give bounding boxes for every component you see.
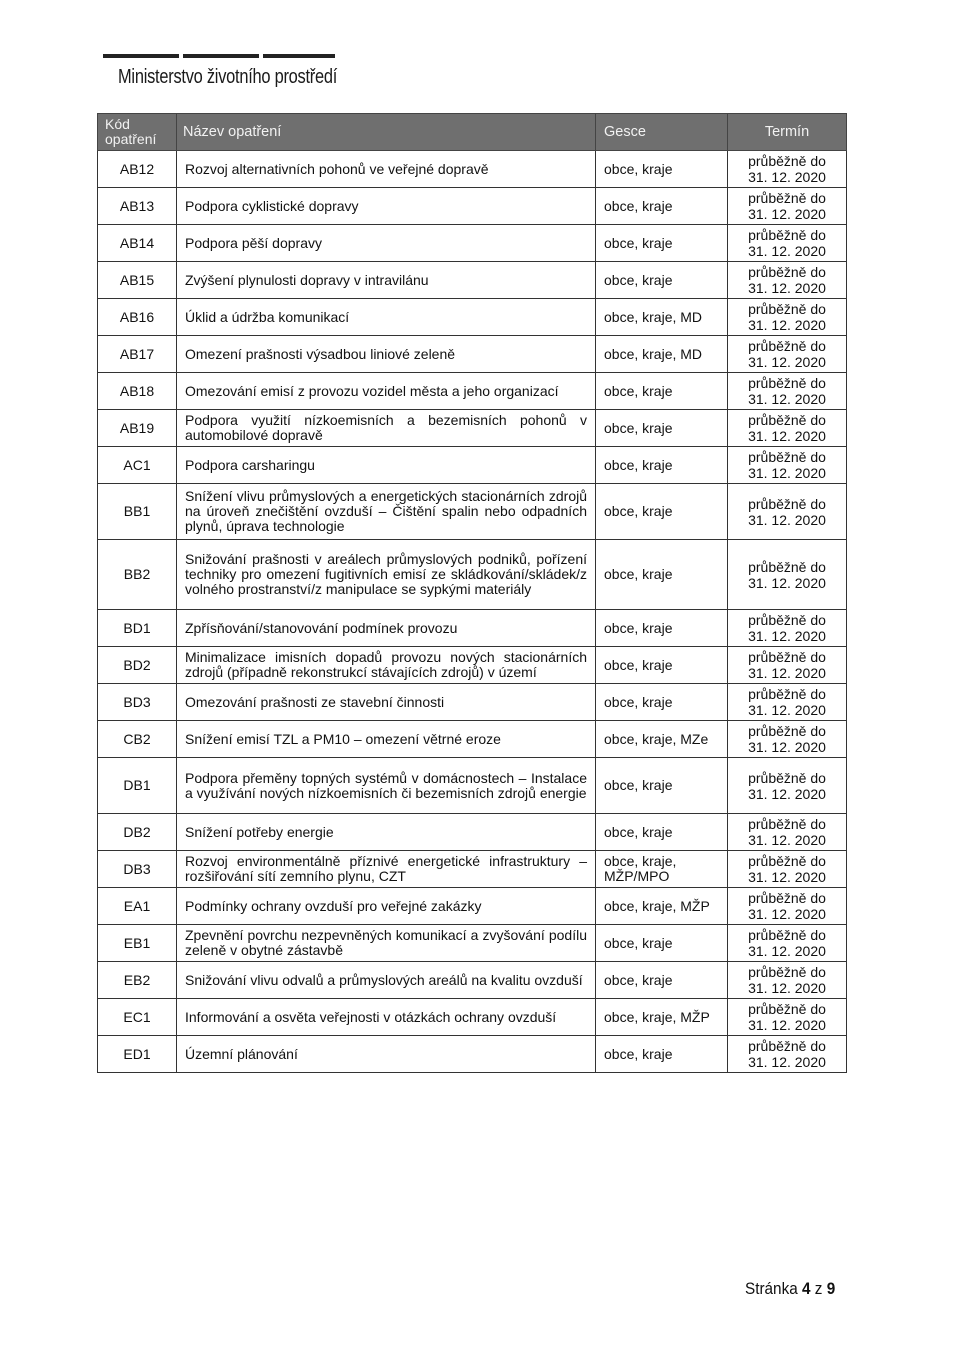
measure-name: Rozvoj environmentálně příznivé energetické infrastruktury – rozšiřování sítí zemního plynu, CZT	[177, 851, 596, 888]
measure-code: AB14	[98, 225, 177, 262]
term-line-2: 31. 12. 2020	[748, 702, 826, 718]
measure-gesce: obce, kraje	[596, 814, 728, 851]
term-line-1: průběžně do	[748, 686, 826, 702]
measure-code: AB12	[98, 151, 177, 188]
page-separator: z	[814, 1279, 823, 1298]
table-row	[98, 410, 847, 447]
measure-name: Podpora pěší dopravy	[177, 225, 596, 262]
measure-code: AB13	[98, 188, 177, 225]
header-decoration-bars	[103, 54, 335, 58]
measure-gesce: obce, kraje	[596, 151, 728, 188]
measure-name: Podpora využití nízkoemisních a bezemisních pohonů v automobilové dopravě	[177, 410, 596, 447]
measure-gesce: obce, kraje, MZe	[596, 721, 728, 758]
measure-term	[728, 999, 847, 1036]
term-line-2: 31. 12. 2020	[748, 317, 826, 333]
measure-name: Podpora přeměny topných systémů v domácnostech – Instalace a využívání nových nízkoemisních či bezemisních zdrojů energie	[177, 758, 596, 814]
measure-code: DB2	[98, 814, 177, 851]
measure-term	[728, 925, 847, 962]
measure-name: Rozvoj alternativních pohonů ve veřejné dopravě	[177, 151, 596, 188]
measure-name: Zpřísňování/stanovování podmínek provozu	[177, 610, 596, 647]
table-row	[98, 758, 847, 814]
term-line-1: průběžně do	[748, 723, 826, 739]
page-number	[745, 1279, 835, 1299]
term-line-1: průběžně do	[748, 227, 826, 243]
term-line-2: 31. 12. 2020	[748, 574, 826, 591]
measure-term	[728, 447, 847, 484]
measure-name: Podpora carsharingu	[177, 447, 596, 484]
measure-term	[728, 484, 847, 540]
term-line-2: 31. 12. 2020	[748, 980, 826, 996]
term-line-1: průběžně do	[748, 964, 826, 980]
measure-name: Zvýšení plynulosti dopravy v intravilánu	[177, 262, 596, 299]
table-row	[98, 962, 847, 999]
measure-gesce: obce, kraje, MŽP	[596, 999, 728, 1036]
measure-gesce: obce, kraje, MŽP	[596, 888, 728, 925]
header-bar	[183, 54, 259, 58]
measure-code: AB19	[98, 410, 177, 447]
measure-code: DB1	[98, 758, 177, 814]
measure-term	[728, 962, 847, 999]
term-line-2: 31. 12. 2020	[748, 206, 826, 222]
term-line-2: 31. 12. 2020	[748, 665, 826, 681]
term-line-1: průběžně do	[748, 558, 826, 575]
measure-gesce: obce, kraje	[596, 447, 728, 484]
measure-gesce: obce, kraje	[596, 410, 728, 447]
measure-gesce: obce, kraje	[596, 540, 728, 610]
term-line-2: 31. 12. 2020	[748, 943, 826, 959]
term-line-1: průběžně do	[748, 853, 826, 869]
header-name: Název opatření	[177, 114, 596, 151]
measure-term	[728, 410, 847, 447]
table-row	[98, 684, 847, 721]
table-row	[98, 299, 847, 336]
measure-gesce: obce, kraje	[596, 684, 728, 721]
term-line-1: průběžně do	[748, 816, 826, 832]
measure-term	[728, 225, 847, 262]
table-row	[98, 188, 847, 225]
table-row	[98, 888, 847, 925]
term-line-1: průběžně do	[748, 375, 826, 391]
measure-code: BD2	[98, 647, 177, 684]
measure-code: BB2	[98, 540, 177, 610]
measure-code: EC1	[98, 999, 177, 1036]
header-bar	[103, 54, 179, 58]
term-line-1: průběžně do	[748, 338, 826, 354]
measure-term	[728, 684, 847, 721]
measure-term	[728, 758, 847, 814]
term-line-2: 31. 12. 2020	[748, 511, 826, 528]
measure-name: Minimalizace imisních dopadů provozu nových stacionárních zdrojů (případně rekonstrukcí stávajících zdrojů) v území	[177, 647, 596, 684]
term-line-2: 31. 12. 2020	[748, 1054, 826, 1070]
term-line-2: 31. 12. 2020	[748, 243, 826, 259]
table-row	[98, 721, 847, 758]
table-row	[98, 225, 847, 262]
measure-gesce: obce, kraje	[596, 962, 728, 999]
table-row	[98, 814, 847, 851]
measure-code: CB2	[98, 721, 177, 758]
header-gesce: Gesce	[596, 114, 728, 151]
measure-gesce: obce, kraje, MD	[596, 336, 728, 373]
measure-term	[728, 299, 847, 336]
term-line-1: průběžně do	[748, 769, 826, 786]
measure-gesce: obce, kraje	[596, 262, 728, 299]
measure-name: Snížení vlivu průmyslových a energetických stacionárních zdrojů na úroveň znečištění ovzduší – Čištění spalin nebo odpadních plynů, úprava technologie	[177, 484, 596, 540]
measure-gesce: obce, kraje	[596, 225, 728, 262]
measure-gesce: obce, kraje	[596, 925, 728, 962]
table-row	[98, 484, 847, 540]
term-line-1: průběžně do	[748, 449, 826, 465]
measure-term	[728, 814, 847, 851]
table-row	[98, 540, 847, 610]
measure-name: Snižování vlivu odvalů a průmyslových areálů na kvalitu ovzduší	[177, 962, 596, 999]
table-row	[98, 647, 847, 684]
page-total: 9	[826, 1279, 836, 1298]
measure-term	[728, 888, 847, 925]
term-line-1: průběžně do	[748, 495, 826, 512]
measure-code: EB2	[98, 962, 177, 999]
term-line-1: průběžně do	[748, 264, 826, 280]
table-row	[98, 999, 847, 1036]
measure-name: Snížení potřeby energie	[177, 814, 596, 851]
measure-code: AC1	[98, 447, 177, 484]
measure-code: BD3	[98, 684, 177, 721]
measure-name: Územní plánování	[177, 1036, 596, 1073]
term-line-2: 31. 12. 2020	[748, 869, 826, 885]
measure-term	[728, 540, 847, 610]
table-row	[98, 610, 847, 647]
measure-name: Snížení emisí TZL a PM10 – omezení větrné eroze	[177, 721, 596, 758]
table-row	[98, 447, 847, 484]
measure-gesce: obce, kraje, MD	[596, 299, 728, 336]
term-line-2: 31. 12. 2020	[748, 354, 826, 370]
table-row	[98, 336, 847, 373]
measure-name: Omezování emisí z provozu vozidel města a jeho organizací	[177, 373, 596, 410]
measure-name: Omezování prašnosti ze stavební činnosti	[177, 684, 596, 721]
ministry-title: Ministerstvo životního prostředí	[118, 66, 338, 88]
term-line-2: 31. 12. 2020	[748, 428, 826, 444]
term-line-1: průběžně do	[748, 890, 826, 906]
header-term: Termín	[728, 114, 847, 151]
header-code: Kód opatření	[98, 114, 177, 151]
measure-gesce: obce, kraje	[596, 758, 728, 814]
term-line-2: 31. 12. 2020	[748, 739, 826, 755]
measure-gesce: obce, kraje	[596, 484, 728, 540]
measure-name: Snižování prašnosti v areálech průmyslových podniků, pořízení techniky pro omezení fugitivních emisí ze skládkování/skládek/z volného prostranství/z manipulace se sypkými materiály	[177, 540, 596, 610]
measure-term	[728, 151, 847, 188]
measure-name: Podmínky ochrany ovzduší pro veřejné zakázky	[177, 888, 596, 925]
measure-code: AB16	[98, 299, 177, 336]
measure-gesce: obce, kraje	[596, 188, 728, 225]
measure-code: AB18	[98, 373, 177, 410]
term-line-2: 31. 12. 2020	[748, 832, 826, 848]
measures-table	[97, 113, 847, 1073]
page-current: 4	[801, 1279, 811, 1298]
term-line-1: průběžně do	[748, 927, 826, 943]
header-bar	[263, 54, 335, 58]
term-line-2: 31. 12. 2020	[748, 465, 826, 481]
table-row	[98, 373, 847, 410]
measure-code: EB1	[98, 925, 177, 962]
measure-name: Omezení prašnosti výsadbou liniové zeleně	[177, 336, 596, 373]
measure-gesce: obce, kraje	[596, 647, 728, 684]
term-line-1: průběžně do	[748, 649, 826, 665]
term-line-1: průběžně do	[748, 301, 826, 317]
measure-term	[728, 336, 847, 373]
measure-term	[728, 610, 847, 647]
measure-term	[728, 262, 847, 299]
measure-term	[728, 647, 847, 684]
term-line-2: 31. 12. 2020	[748, 280, 826, 296]
measure-name: Informování a osvěta veřejnosti v otázkách ochrany ovzduší	[177, 999, 596, 1036]
measure-term	[728, 188, 847, 225]
measure-name: Zpevnění povrchu nezpevněných komunikací a zvyšování podílu zeleně v obytné zástavbě	[177, 925, 596, 962]
measure-code: ED1	[98, 1036, 177, 1073]
term-line-1: průběžně do	[748, 1001, 826, 1017]
measure-name: Úklid a údržba komunikací	[177, 299, 596, 336]
measure-term	[728, 721, 847, 758]
measure-code: AB15	[98, 262, 177, 299]
term-line-2: 31. 12. 2020	[748, 1017, 826, 1033]
measure-name: Podpora cyklistické dopravy	[177, 188, 596, 225]
measure-term	[728, 373, 847, 410]
term-line-1: průběžně do	[748, 612, 826, 628]
table-header-row	[98, 114, 847, 151]
term-line-2: 31. 12. 2020	[748, 169, 826, 185]
measure-gesce: obce, kraje, MŽP/MPO	[596, 851, 728, 888]
term-line-1: průběžně do	[748, 1038, 826, 1054]
term-line-2: 31. 12. 2020	[748, 391, 826, 407]
table-row	[98, 1036, 847, 1073]
measure-code: AB17	[98, 336, 177, 373]
measure-code: BB1	[98, 484, 177, 540]
measure-code: BD1	[98, 610, 177, 647]
table-row	[98, 262, 847, 299]
term-line-2: 31. 12. 2020	[748, 628, 826, 644]
measure-gesce: obce, kraje	[596, 1036, 728, 1073]
measure-code: EA1	[98, 888, 177, 925]
measure-term	[728, 851, 847, 888]
term-line-2: 31. 12. 2020	[748, 785, 826, 802]
measure-gesce: obce, kraje	[596, 610, 728, 647]
term-line-1: průběžně do	[748, 412, 826, 428]
measure-code: DB3	[98, 851, 177, 888]
table-row	[98, 925, 847, 962]
term-line-1: průběžně do	[748, 153, 826, 169]
page-prefix: Stránka	[745, 1279, 798, 1298]
measure-gesce: obce, kraje	[596, 373, 728, 410]
table-row	[98, 851, 847, 888]
term-line-2: 31. 12. 2020	[748, 906, 826, 922]
table-row	[98, 151, 847, 188]
measure-term	[728, 1036, 847, 1073]
term-line-1: průběžně do	[748, 190, 826, 206]
